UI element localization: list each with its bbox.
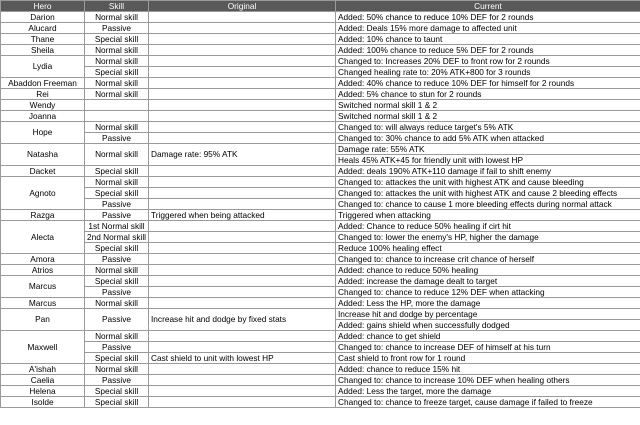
table-row [1, 166, 640, 177]
table-row [1, 364, 640, 375]
skill-cell: Passive [85, 287, 149, 298]
hero-cell: Rei [1, 89, 85, 100]
skill-cell: Special skill [85, 166, 149, 177]
hero-cell: Alucard [1, 23, 85, 34]
table-row [1, 309, 640, 320]
table-row [1, 375, 640, 386]
hero-cell: Darion [1, 12, 85, 23]
table-row [1, 89, 640, 100]
current-cell: Changed to: chance to cause 1 more bleeding effects during normal attack [336, 199, 640, 210]
skill-cell: Normal skill [85, 56, 149, 67]
original-cell [149, 100, 336, 111]
current-cell: Damage rate: 55% ATK [336, 144, 640, 155]
current-cell: Triggered when attacking [336, 210, 640, 221]
skill-cell: Normal skill [85, 298, 149, 309]
hero-cell: Amora [1, 254, 85, 265]
table-row [1, 386, 640, 397]
skill-cell: Normal skill [85, 364, 149, 375]
table-row [1, 221, 640, 232]
hero-cell: Maxwell [1, 331, 85, 364]
table-row [1, 23, 640, 34]
hero-cell: Caelia [1, 375, 85, 386]
current-cell: Changed to: attackes the unit with highest ATK and cause 2 bleeding effects [336, 188, 640, 199]
table-row [1, 287, 640, 298]
hero-cell: Wendy [1, 100, 85, 111]
table-row [1, 78, 640, 89]
header-hero: Hero [1, 1, 85, 12]
original-cell [149, 386, 336, 397]
skill-cell: Special skill [85, 188, 149, 199]
hero-cell: Sheila [1, 45, 85, 56]
skill-cell: Passive [85, 375, 149, 386]
original-cell [149, 298, 336, 309]
current-cell: Added: 100% chance to reduce 5% DEF for 2 rounds [336, 45, 640, 56]
table-row [1, 111, 640, 122]
skill-cell: Special skill [85, 34, 149, 45]
skill-cell: Passive [85, 199, 149, 210]
original-cell [149, 111, 336, 122]
header-current: Current [336, 1, 640, 12]
skill-cell: Passive [85, 342, 149, 353]
original-cell [149, 133, 336, 144]
current-cell: Added: gains shield when successfully dodged [336, 320, 640, 331]
table-row [1, 254, 640, 265]
current-cell: Added: 40% chance to reduce 10% DEF for himself for 2 rounds [336, 78, 640, 89]
hero-cell: Isolde [1, 397, 85, 408]
current-cell: Changed to: attackes the unit with highest ATK and cause bleeding [336, 177, 640, 188]
skill-cell: Special skill [85, 353, 149, 364]
table-row [1, 298, 640, 309]
current-cell: Changed to: will always reduce target's 5% ATK [336, 122, 640, 133]
original-cell [149, 122, 336, 133]
hero-cell: Lydia [1, 56, 85, 78]
current-cell: Added: chance to reduce 50% healing [336, 265, 640, 276]
skill-cell: Normal skill [85, 122, 149, 133]
original-cell [149, 397, 336, 408]
skill-cell: Normal skill [85, 265, 149, 276]
original-cell [149, 364, 336, 375]
header-row [1, 1, 640, 12]
current-cell: Added: 10% chance to taunt [336, 34, 640, 45]
hero-cell: Hope [1, 122, 85, 144]
table-row [1, 243, 640, 254]
table-row [1, 45, 640, 56]
hero-cell: Razga [1, 210, 85, 221]
table-row [1, 265, 640, 276]
skill-cell: Special skill [85, 386, 149, 397]
skill-cell [85, 111, 149, 122]
skill-cell: Normal skill [85, 331, 149, 342]
original-cell [149, 12, 336, 23]
original-cell [149, 331, 336, 342]
current-cell: Cast shield to front row for 1 round [336, 353, 640, 364]
hero-cell: Dacket [1, 166, 85, 177]
skill-cell: Passive [85, 309, 149, 331]
hero-cell: Abaddon Freeman [1, 78, 85, 89]
current-cell: Added: Deals 15% more damage to affected unit [336, 23, 640, 34]
current-cell: Changed to: chance to increase crit chance of herself [336, 254, 640, 265]
table-row [1, 353, 640, 364]
current-cell: Added: increase the damage dealt to target [336, 276, 640, 287]
skill-cell: Normal skill [85, 144, 149, 166]
hero-cell: Thane [1, 34, 85, 45]
current-cell: Changed healing rate to: 20% ATK+800 for 3 rounds [336, 67, 640, 78]
skill-cell: Normal skill [85, 177, 149, 188]
table-body [1, 12, 640, 408]
current-cell: Changed to: chance to increase 10% DEF when healing others [336, 375, 640, 386]
current-cell: Changed to: 30% chance to add 5% ATK when attacked [336, 133, 640, 144]
skill-cell: 1st Normal skill [85, 221, 149, 232]
skill-cell: Passive [85, 133, 149, 144]
current-cell: Increase hit and dodge by percentage [336, 309, 640, 320]
skill-cell: Normal skill [85, 45, 149, 56]
skill-cell [85, 100, 149, 111]
original-cell: Triggered when being attacked [149, 210, 336, 221]
original-cell [149, 45, 336, 56]
original-cell [149, 177, 336, 188]
header-original: Original [149, 1, 336, 12]
current-cell: Heals 45% ATK+45 for friendly unit with lowest HP [336, 155, 640, 166]
current-cell: Added: Chance to reduce 50% healing if cirt hit [336, 221, 640, 232]
skill-cell: Special skill [85, 276, 149, 287]
original-cell [149, 276, 336, 287]
table-row [1, 133, 640, 144]
table-row [1, 199, 640, 210]
original-cell [149, 287, 336, 298]
table-row [1, 188, 640, 199]
table-row [1, 34, 640, 45]
current-cell: Switched normal skill 1 & 2 [336, 100, 640, 111]
original-cell [149, 265, 336, 276]
skill-cell: Special skill [85, 67, 149, 78]
original-cell: Increase hit and dodge by fixed stats [149, 309, 336, 331]
hero-cell: Atrios [1, 265, 85, 276]
current-cell: Added: chance to get shield [336, 331, 640, 342]
hero-cell: Agnoto [1, 177, 85, 210]
current-cell: Added: Less the HP, more the damage [336, 298, 640, 309]
original-cell [149, 166, 336, 177]
current-cell: Added: chance to reduce 15% hit [336, 364, 640, 375]
original-cell: Cast shield to unit with lowest HP [149, 353, 336, 364]
original-cell [149, 342, 336, 353]
hero-cell: Helena [1, 386, 85, 397]
original-cell [149, 243, 336, 254]
original-cell [149, 23, 336, 34]
current-cell: Changed to: lower the enemy's HP, higher the damage [336, 232, 640, 243]
skill-cell: Passive [85, 210, 149, 221]
original-cell [149, 199, 336, 210]
original-cell [149, 89, 336, 100]
skill-cell: Passive [85, 23, 149, 34]
current-cell: Reduce 100% healing effect [336, 243, 640, 254]
hero-cell: Alecta [1, 221, 85, 254]
table-row [1, 397, 640, 408]
original-cell [149, 232, 336, 243]
table-row [1, 12, 640, 23]
current-cell: Added: 5% chance to stun for 2 rounds [336, 89, 640, 100]
table-row [1, 67, 640, 78]
skill-cell: Passive [85, 254, 149, 265]
hero-cell: A'ishah [1, 364, 85, 375]
current-cell: Changed to: chance to increase DEF of himself at his turn [336, 342, 640, 353]
table-row [1, 144, 640, 155]
skill-cell: Normal skill [85, 78, 149, 89]
current-cell: Added: 50% chance to reduce 10% DEF for 2 rounds [336, 12, 640, 23]
table-row [1, 232, 640, 243]
skill-cell: Special skill [85, 397, 149, 408]
table-row [1, 122, 640, 133]
current-cell: Changed to: chance to reduce 12% DEF when attacking [336, 287, 640, 298]
current-cell: Added: deals 190% ATK+110 damage if fail to shift enemy [336, 166, 640, 177]
original-cell [149, 254, 336, 265]
current-cell: Added: Less the target, more the damage [336, 386, 640, 397]
table-row [1, 342, 640, 353]
original-cell [149, 78, 336, 89]
current-cell: Changed to: chance to freeze target, cause damage if failed to freeze [336, 397, 640, 408]
original-cell [149, 375, 336, 386]
current-cell: Switched normal skill 1 & 2 [336, 111, 640, 122]
skill-cell: Special skill [85, 243, 149, 254]
current-cell: Changed to: Increases 20% DEF to front row for 2 rounds [336, 56, 640, 67]
header-skill: Skill [85, 1, 149, 12]
table-row [1, 100, 640, 111]
table-row [1, 56, 640, 67]
hero-cell: Pan [1, 309, 85, 331]
hero-cell: Marcus [1, 298, 85, 309]
hero-cell: Marcus [1, 276, 85, 298]
original-cell [149, 56, 336, 67]
hero-cell: Natasha [1, 144, 85, 166]
table-row [1, 210, 640, 221]
original-cell [149, 34, 336, 45]
skill-cell: Normal skill [85, 12, 149, 23]
hero-cell: Joanna [1, 111, 85, 122]
table-row [1, 331, 640, 342]
table-row [1, 177, 640, 188]
original-cell: Damage rate: 95% ATK [149, 144, 336, 166]
original-cell [149, 67, 336, 78]
original-cell [149, 221, 336, 232]
original-cell [149, 188, 336, 199]
skill-cell: 2nd Normal skill [85, 232, 149, 243]
table-row [1, 276, 640, 287]
skill-cell: Normal skill [85, 89, 149, 100]
